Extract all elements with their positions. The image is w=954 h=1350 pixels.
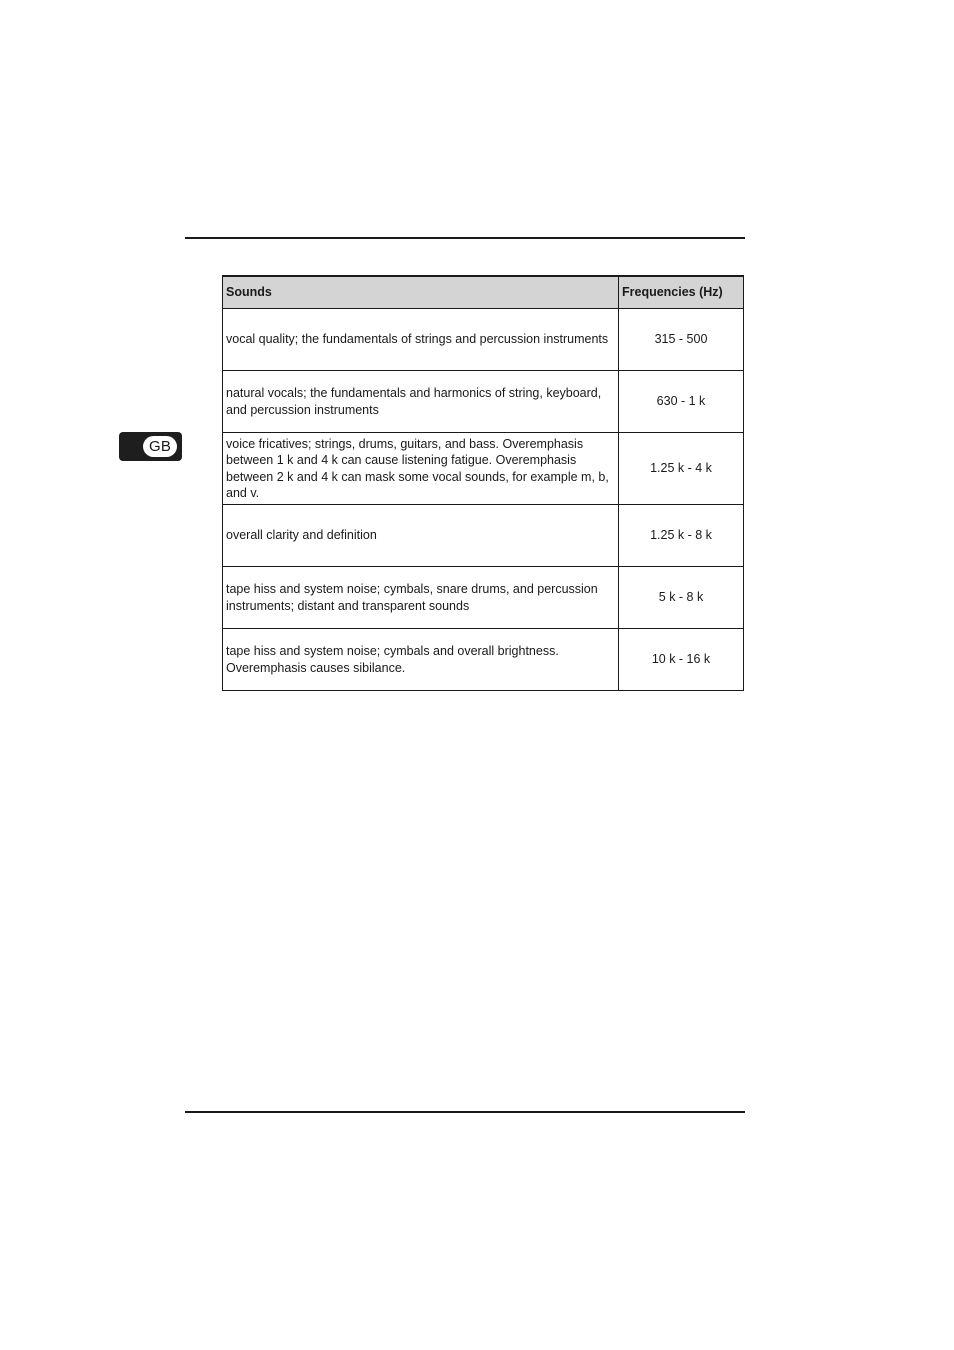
header-rule <box>185 237 745 239</box>
column-header-sounds: Sounds <box>223 276 619 309</box>
table-row <box>223 629 744 691</box>
column-header-frequencies: Frequencies (Hz) <box>619 276 744 309</box>
table-row <box>223 505 744 567</box>
table-row <box>223 567 744 629</box>
frequency-cell: 315 - 500 <box>619 309 744 371</box>
frequency-cell: 5 k - 8 k <box>619 567 744 629</box>
table-row <box>223 371 744 433</box>
table-row <box>223 309 744 371</box>
frequency-table <box>222 275 744 691</box>
table-row <box>223 433 744 505</box>
sound-cell: tape hiss and system noise; cymbals, snare drums, and percussion instruments; distant and transparent sounds <box>223 567 619 629</box>
sound-cell: vocal quality; the fundamentals of strings and percussion instruments <box>223 309 619 371</box>
sound-cell: voice fricatives; strings, drums, guitars, and bass. Overemphasis between 1 k and 4 k can cause listening fatigue. Overemphasis between 2 k and 4 k can mask some vocal sounds, for example m, b, and v. <box>223 433 619 505</box>
frequency-cell: 1.25 k - 4 k <box>619 433 744 505</box>
sound-cell: natural vocals; the fundamentals and harmonics of string, keyboard, and percussion instruments <box>223 371 619 433</box>
language-tab <box>119 432 182 461</box>
table-header <box>223 276 744 309</box>
frequency-cell: 10 k - 16 k <box>619 629 744 691</box>
frequency-cell: 630 - 1 k <box>619 371 744 433</box>
sound-cell: overall clarity and definition <box>223 505 619 567</box>
sound-cell: tape hiss and system noise; cymbals and overall brightness. Overemphasis causes sibilance. <box>223 629 619 691</box>
language-tab-label: GB <box>143 436 177 457</box>
frequency-cell: 1.25 k - 8 k <box>619 505 744 567</box>
footer-rule <box>185 1111 745 1113</box>
